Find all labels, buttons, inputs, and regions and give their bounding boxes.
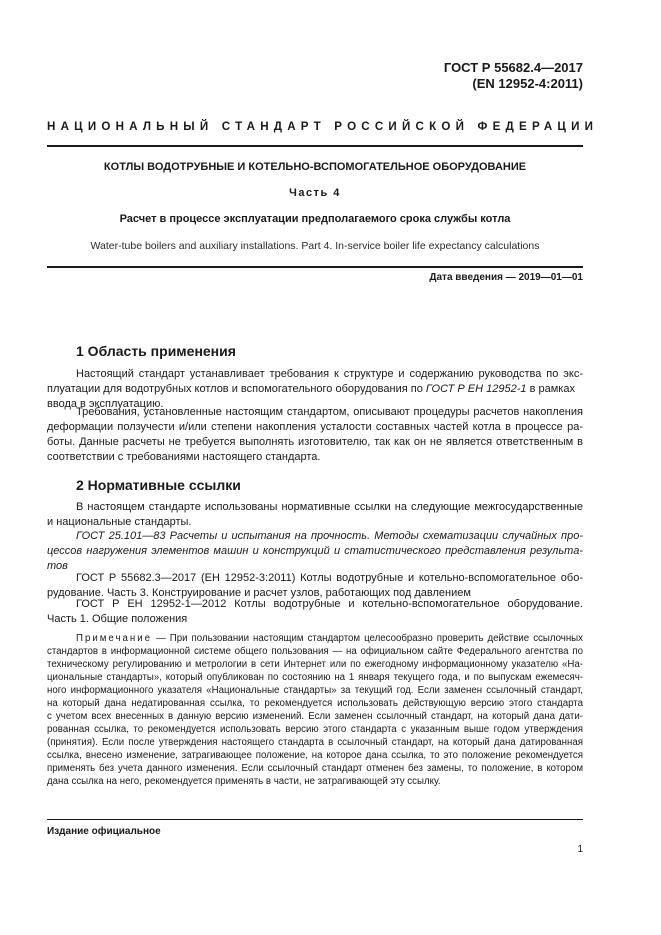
text-line: Настоящий стандарт устанавливает требования к структуре и содержанию руководства по экс- — [76, 368, 583, 380]
footer-rule — [47, 819, 583, 820]
document-subtitle: Расчет в процессе эксплуатации предполагаемого срока службы котла — [119, 213, 511, 225]
page-number: 1 — [577, 844, 583, 855]
text-line: цессов нагружения элементов машин и конструкций и статистического представления результа- — [47, 545, 583, 557]
text-line: стандартов в информационной системе общего пользования — на официальном сайте Федерального агентства по — [47, 646, 583, 657]
text-line: циональные стандарты», который опубликован по состоянию на 1 января текущего года, и по выпускам ежемесяч- — [47, 672, 583, 683]
text-line: на который дана недатированная ссылка, то рекомендуется использовать действующую версию этого стандарта — [47, 698, 583, 709]
introduction-date: Дата введения — 2019—01—01 — [429, 272, 583, 283]
text-line: ГОСТ Р ЕН 12952-1—2012 Котлы водотрубные и котельно-вспомогательное оборудование. — [76, 598, 583, 610]
text-line: Требования, установленные настоящим стандартом, описывают процедуры расчетов накопления — [76, 406, 583, 418]
standard-code-block — [444, 60, 583, 92]
national-standard-banner: НАЦИОНАЛЬНЫЙ СТАНДАРТ РОССИЙСКОЙ ФЕДЕРАЦИИ — [47, 120, 599, 133]
text-line: тов — [47, 560, 68, 572]
text-line: и национальные стандарты. — [47, 516, 192, 528]
gost-code: ГОСТ Р 55682.4—2017 — [443, 60, 583, 75]
reference-gost-25-101 — [47, 529, 583, 574]
text-line: деформации ползучести и/или степени накопления усталости составных частей котла в процессе ра- — [47, 421, 583, 433]
text-line: ГОСТ 25.101—83 Расчеты и испытания на прочность. Методы схематизации случайных про- — [76, 530, 583, 542]
text-fragment: в рамках — [526, 383, 575, 395]
document-title: КОТЛЫ ВОДОТРУБНЫЕ И КОТЕЛЬНО-ВСПОМОГАТЕЛЬНОЕ ОБОРУДОВАНИЕ — [103, 161, 527, 173]
note-label: Примечание — [76, 633, 153, 644]
text-line: ГОСТ Р 55682.3—2017 (ЕН 12952-3:2011) Котлы водотрубные и котельно-вспомогательное обо- — [76, 572, 583, 584]
text-line: соответствии с требованиями настоящего стандарта. — [47, 451, 321, 463]
text-line: ссылка, внесено изменение, затрагивающее положение, на которое дана ссылка, то это положение рекомендуется — [47, 750, 583, 761]
text-line: Часть 1. Общие положения — [47, 613, 188, 625]
header-rule — [47, 145, 583, 147]
section-2-heading: 2 Нормативные ссылки — [76, 477, 241, 493]
normative-note — [47, 632, 583, 788]
document-part: Часть 4 — [289, 187, 341, 199]
text-line: В настоящем стандарте использованы нормативные ссылки на следующие межгосударственные — [76, 501, 583, 513]
text-line — [47, 632, 583, 645]
text-line: применять без учета данного изменения. Если ссылочный стандарт отменен без замены, то положение, в котором — [47, 763, 583, 774]
text-line: ного информационного указателя «Национальные стандарты» за текущий год. Если заменен ссылочный стандарт, — [47, 685, 583, 696]
reference-gost-en-12952-1 — [47, 597, 583, 627]
text-line: техническому регулированию и метрологии в сети Интернет или по ежегодному информационному указателю «На- — [47, 659, 583, 670]
section-2-paragraph-1 — [47, 500, 583, 530]
english-title: Water-tube boilers and auxiliary installations. Part 4. In-service boiler life expectancy calculations — [90, 240, 540, 252]
text-fragment: плуатации для водотрубных котлов и вспомогательного оборудования по — [47, 383, 426, 395]
text-line: боты. Данные расчеты не требуется выполнять изготовителю, так как он не является ответственным в — [47, 436, 583, 448]
standard-reference: ГОСТ Р ЕН 12952-1 — [425, 383, 527, 395]
official-edition-label: Издание официальное — [47, 826, 161, 837]
text-line — [47, 382, 583, 397]
text-fragment: — При пользовании настоящим стандартом целесообразно проверить действие ссылочных — [152, 633, 583, 644]
title-rule — [47, 266, 583, 268]
text-line: рудование. Часть 3. Конструирование и расчет узлов, работающих под давлением — [47, 587, 471, 599]
text-line: (принятия). Если после утверждения настоящего стандарта в ссылочный стандарт, на который дана датированная — [47, 737, 583, 748]
text-line: дана ссылка на него, рекомендуется применять в части, не затрагивающей эту ссылку. — [47, 776, 441, 787]
section-1-paragraph-2 — [47, 405, 583, 465]
text-line: с учетом всех внесенных в данную версию изменений. Если заменен ссылочный стандарт, на который дана дати- — [47, 711, 583, 722]
text-line: ввода в эксплуатацию. — [47, 398, 164, 410]
en-code: (EN 12952-4:2011) — [472, 76, 583, 91]
text-line: рованная ссылка, то рекомендуется использовать версию этого стандарта с указанным выше годом утверждения — [47, 724, 583, 735]
section-1-heading: 1 Область применения — [76, 343, 236, 359]
